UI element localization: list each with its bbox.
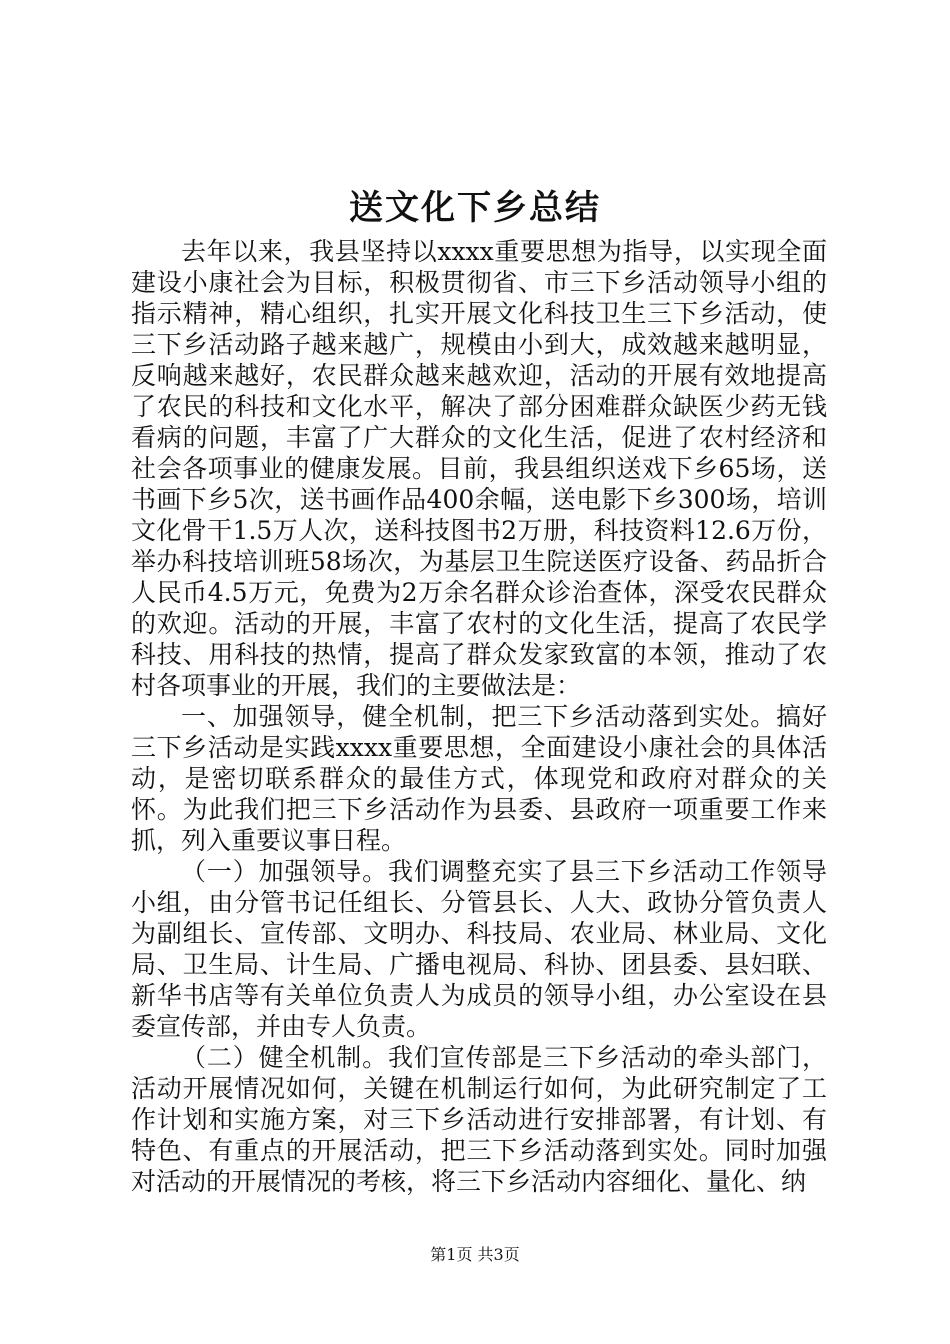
page-number-footer: 第1页 共3页 (430, 1245, 520, 1264)
document-title: 送文化下乡总结 (349, 188, 601, 228)
paragraph-section-one: 一、加强领导，健全机制，把三下乡活动落到实处。搞好三下乡活动是实践xxxx重要思想，全面建设小康社会的具体活动，是密切联系群众的最佳方式，体现党和政府对群众的关怀。为此我们把三下乡活动作为县委、县政府一项重要工作来抓，列入重要议事日程。 (131, 702, 827, 855)
paragraph-subsection-two: （二）健全机制。我们宣传部是三下乡活动的牵头部门，活动开展情况如何，关键在机制运行如何，为此研究制定了工作计划和实施方案，对三下乡活动进行安排部署，有计划、有特色、有重点的开展活动，把三下乡活动落到实处。同时加强对活动的开展情况的考核，将三下乡活动内容细化、量化、纳 (131, 1043, 827, 1196)
paragraph-intro: 去年以来，我县坚持以xxxx重要思想为指导，以实现全面建设小康社会为目标，积极贯彻省、市三下乡活动领导小组的指示精神，精心组织，扎实开展文化科技卫生三下乡活动，使三下乡活动路子越来越广，规模由小到大，成效越来越明显，反响越来越好，农民群众越来越欢迎，活动的开展有效地提高了农民的科技和文化水平，解决了部分困难群众缺医少药无钱看病的问题，丰富了广大群众的文化生活，促进了农村经济和社会各项事业的健康发展。目前，我县组织送戏下乡65场，送书画下乡5次，送书画作品400余幅，送电影下乡300场，培训文化骨干1.5万人次，送科技图书2万册，科技资料12.6万份，举办科技培训班58场次，为基层卫生院送医疗设备、药品折合人民币4.5万元，免费为2万余名群众诊治查体，深受农民群众的欢迎。活动的开展，丰富了农村的文化生活，提高了农民学科技、用科技的热情，提高了群众发家致富的本领，推动了农村各项事业的开展，我们的主要做法是： (131, 237, 827, 700)
paragraph-subsection-one: （一）加强领导。我们调整充实了县三下乡活动工作领导小组，由分管书记任组长、分管县长、人大、政协分管负责人为副组长、宣传部、文明办、科技局、农业局、林业局、文化局、卫生局、计生局、广播电视局、科协、团县委、县妇联、新华书店等有关单位负责人为成员的领导小组，办公室设在县委宣传部，并由专人负责。 (131, 857, 827, 1041)
document-body (131, 236, 827, 1197)
